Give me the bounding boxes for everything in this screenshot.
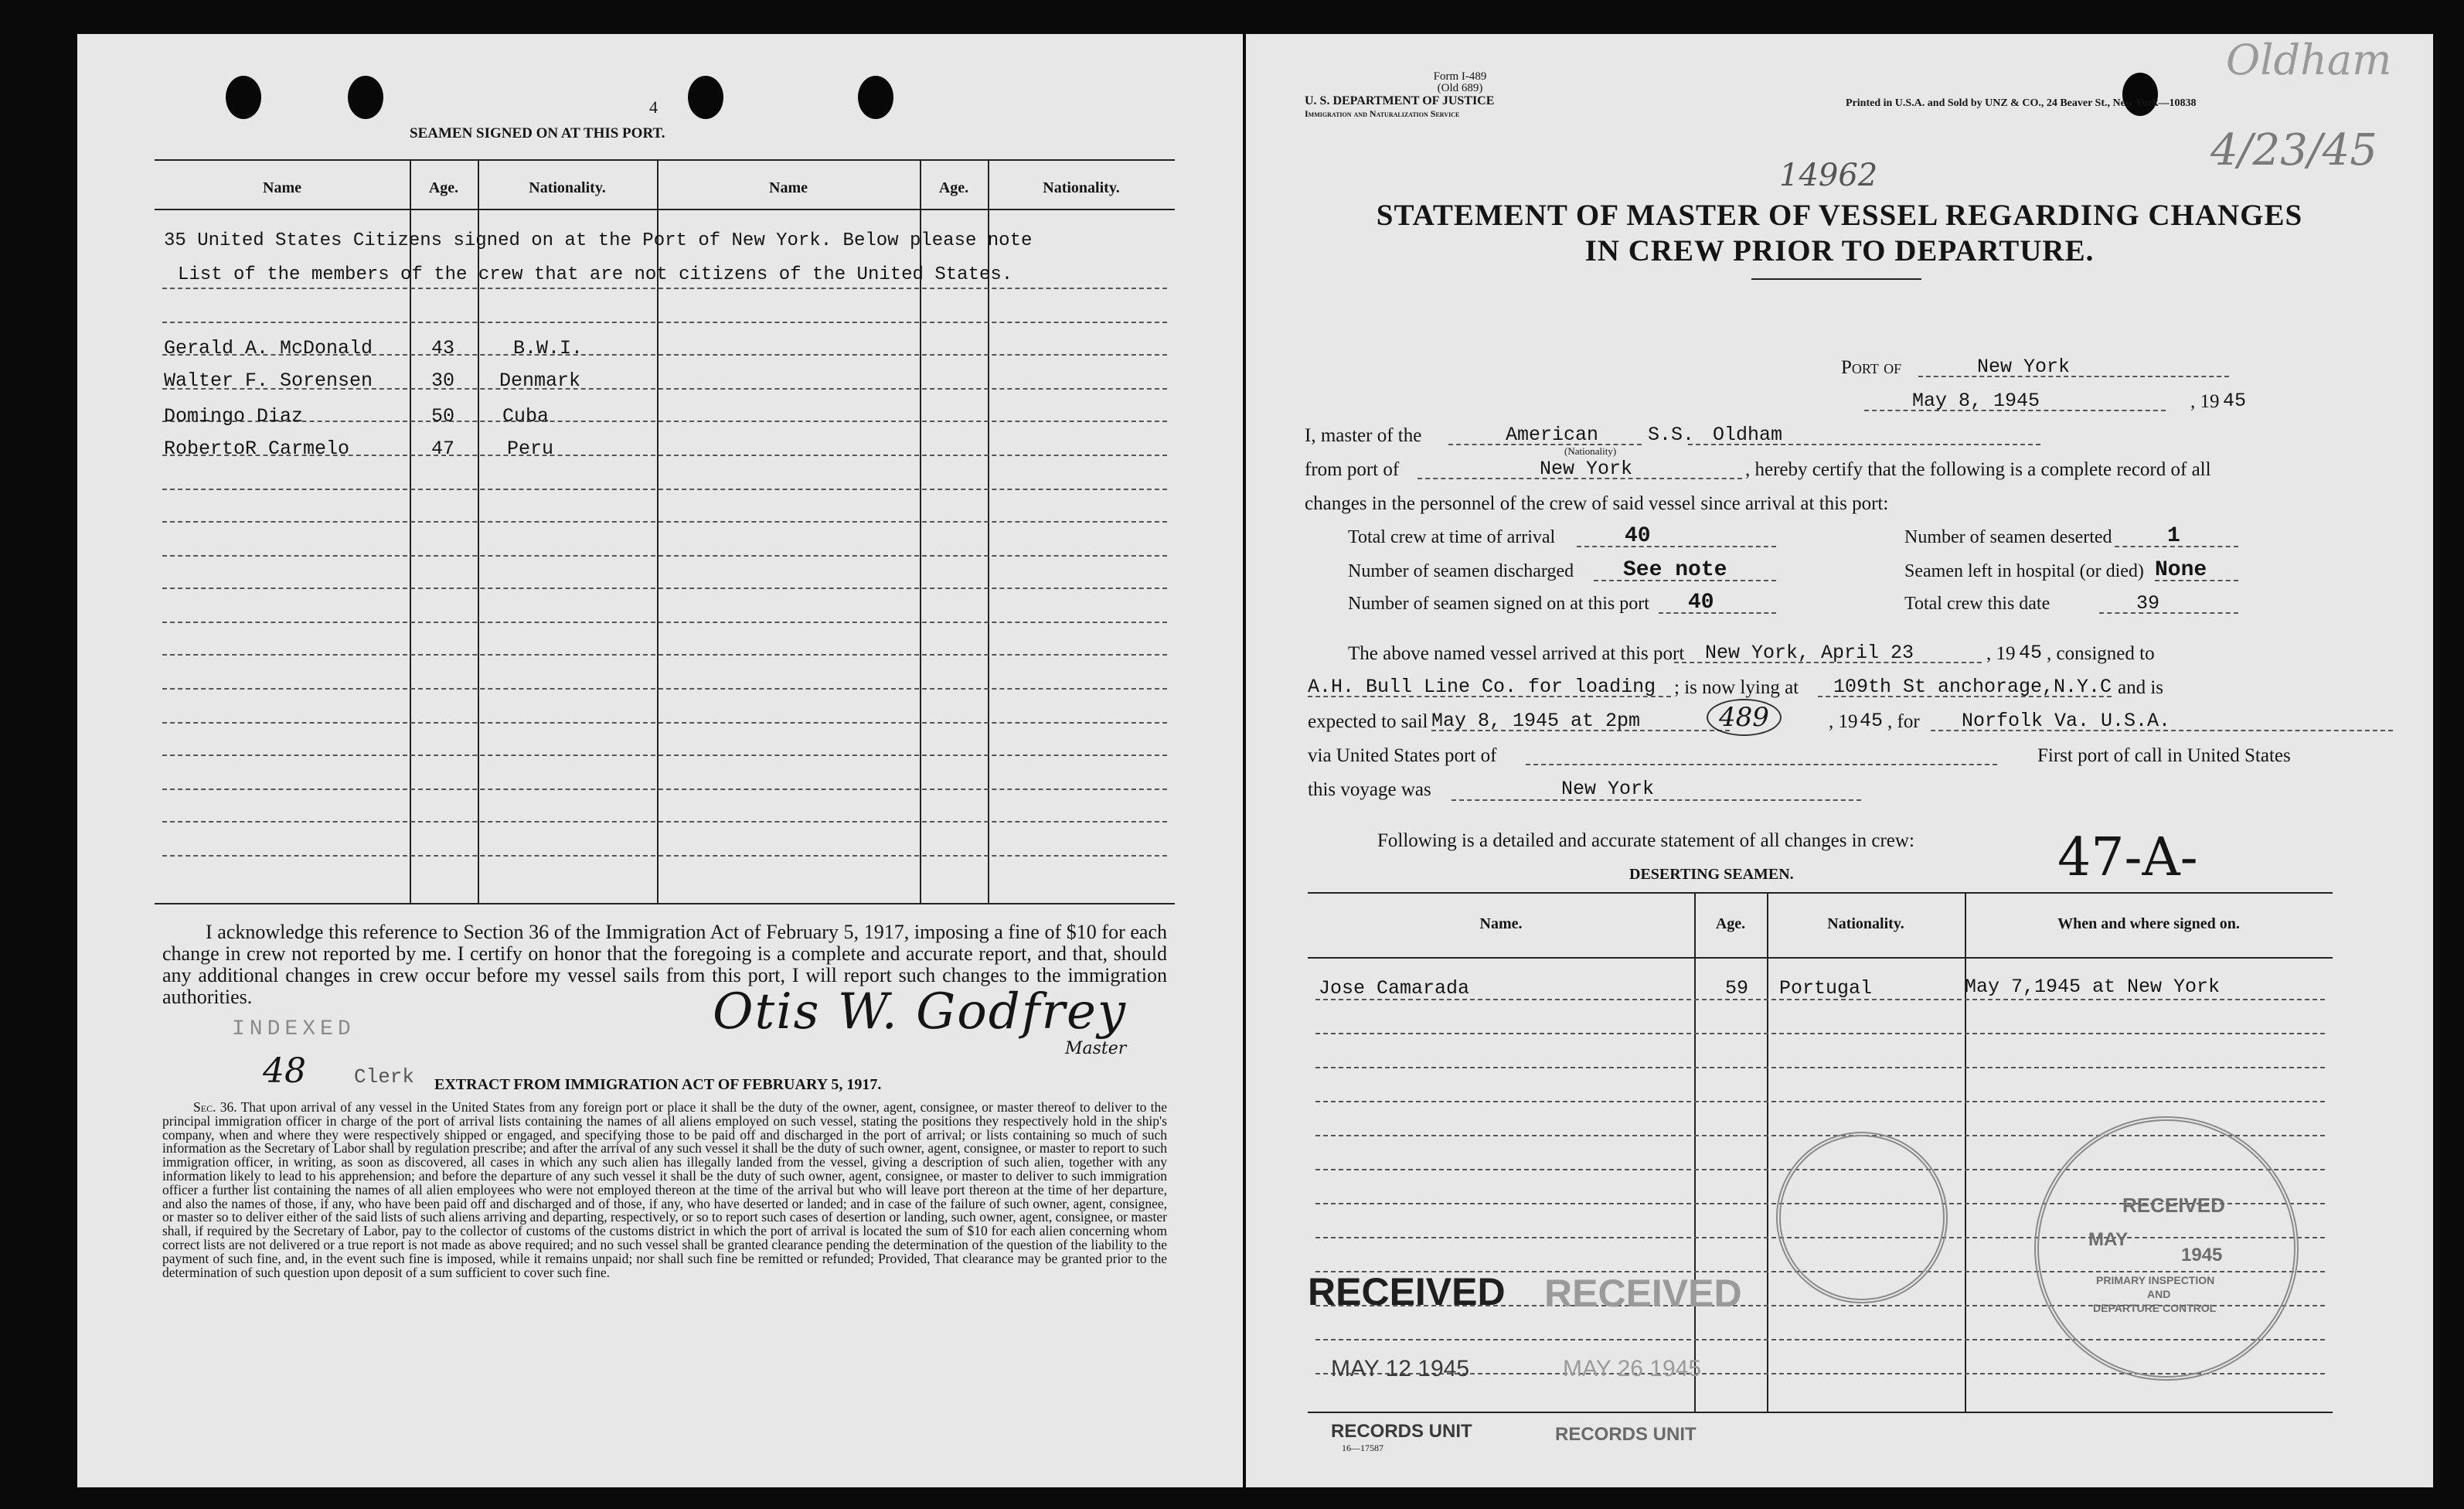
punch-hole xyxy=(858,76,893,119)
certify-text: , hereby certify that the following is a complete record of all xyxy=(1745,459,2211,480)
punch-hole xyxy=(348,76,383,119)
column-header: Name. xyxy=(1479,915,1523,932)
handwritten-date: 4/23/45 xyxy=(2210,125,2377,175)
column-header: Name xyxy=(263,179,301,196)
extract-title: EXTRACT FROM IMMIGRATION ACT OF FEBRUARY 5, 1917. xyxy=(434,1076,882,1093)
deserter-name: Jose Camarada xyxy=(1319,977,1470,1000)
date-value: May 8, 1945 xyxy=(1912,390,2040,412)
year-label: , 19 xyxy=(2190,391,2220,412)
circle-stamp-line: AND xyxy=(2147,1288,2171,1300)
clerk-number: 48 xyxy=(263,1051,306,1091)
section-36-text xyxy=(162,1101,1167,1279)
expected-year-value: 45 xyxy=(1860,710,1884,732)
column-header: Name xyxy=(769,179,808,196)
acknowledgement-text: I acknowledge this reference to Section 36 of the Immigration Act of February 5, 1917, imposing a fine of $10 for each change in crew not reported by me. I certify on honor that the foregoing is a complete and accurate report, and that, should any additional changes in crew occur before my vessel sails from this port, I will report such changes to the immigration authorities. xyxy=(162,921,1167,1008)
deserted-label: Number of seamen deserted xyxy=(1904,527,2112,547)
received-date: MAY 26 1945 xyxy=(1563,1356,1702,1381)
indexed-stamp: INDEXED xyxy=(232,1017,356,1041)
seaman-nationality: Cuba xyxy=(502,405,550,427)
voyage-label: this voyage was xyxy=(1308,779,1431,800)
total-arrival-label: Total crew at time of arrival xyxy=(1348,527,1556,547)
received-stamp: RECEIVED xyxy=(1544,1272,1742,1315)
arrived-year-value: 45 xyxy=(2019,642,2043,664)
changes-text: changes in the personnel of the crew of said vessel since arrival at this port: xyxy=(1305,493,1889,514)
section-title: SEAMEN SIGNED ON AT THIS PORT. xyxy=(410,125,665,141)
right-page xyxy=(1246,34,2433,1487)
left-page xyxy=(77,34,1243,1487)
circle-stamp-year: 1945 xyxy=(2181,1245,2223,1265)
circle-stamp xyxy=(2034,1116,2299,1381)
note-line: 35 United States Citizens signed on at the Port of New York. Below please note xyxy=(164,230,1033,251)
section-body: That upon arrival of any vessel in the United States from any foreign port or place it shall be the duty of the owner, agent, consignee, or master thereof to deliver to the principal immigration officer in charge of the port of arrival lists containing the names of all aliens employed on such vessel, stating the positions they respectively hold in the ship's company, when and where they were respectively shipped or engaged, and specifying those to be paid off and discharged in the port of arrival; or lists containing so much of such information as the Secretary of Labor shall by regulation prescribe; and after the arrival of any such vessel it shall be the duty of such owner, agent, consignee, or master to report to such immigration officer, in writing, as soon as discovered, all cases in which any such alien has illegally landed from the vessel, giving a description of such alien, together with any information likely to lead to his apprehension; and before the departure of any such vessel it shall be the duty of such owner, agent, consignee, or master to deliver to such immigration officer a further list containing the names of all alien employees who were not employed thereon at the time of the arrival but who will leave port thereon at the time of her departure, and also the names of those, if any, who have been paid off and discharged and of those, if any, who have deserted or landed; and in case of the failure of such owner, agent, consignee, or master so to deliver either of the said lists of such aliens arriving and departing, respectively, or so to report such cases of desertion or landing, such owner, agent, consignee, or master shall, if required by the Secretary of Labor, pay to the collector of customs of the customs district in which the port of arrival is located the sum of $10 for each alien concerning whom correct lists are not delivered or a true report is not made as above required; and no such vessel shall be granted clearance pending the determination of the question of the liability to the payment of such fine, and, in the event such fine is imposed, while it remains unpaid; nor shall such fine be remitted or refunded; Provided, That clearance may be granted prior to the determination of such question upon deposit of a sum sufficient to cover such fine. xyxy=(162,1099,1167,1280)
expected-year-label: , 19 xyxy=(1829,711,1858,732)
deserter-nationality: Portugal xyxy=(1779,977,1873,1000)
seaman-name: Gerald A. McDonald xyxy=(164,337,373,359)
first-port-label: First port of call in United States xyxy=(2037,745,2291,766)
hospital-value: None xyxy=(2155,558,2207,582)
deserter-signed-on: May 7,1945 at New York xyxy=(1965,976,2221,998)
note-line: List of the members of the crew that are not citizens of the United States. xyxy=(178,264,1013,285)
handwritten-number: 14962 xyxy=(1779,158,1878,193)
seaman-name: RobertoR Carmelo xyxy=(164,438,350,460)
document-title xyxy=(1246,198,2433,269)
from-port-label: from port of xyxy=(1305,459,1400,480)
form-header xyxy=(1379,71,1541,94)
port-label: Port of xyxy=(1841,357,1902,378)
deserting-title: DESERTING SEAMEN. xyxy=(1629,866,1794,883)
received-stamp: RECEIVED xyxy=(1308,1270,1506,1313)
seaman-age: 47 xyxy=(431,438,455,460)
circled-number: 489 xyxy=(1707,699,1782,736)
column-header: Nationality. xyxy=(1827,915,1904,932)
discharged-label: Number of seamen discharged xyxy=(1348,561,1574,581)
column-header: When and where signed on. xyxy=(2057,915,2240,932)
column-header: Nationality. xyxy=(1043,179,1120,196)
circle-stamp xyxy=(1776,1132,1948,1303)
column-header: Age. xyxy=(938,179,969,196)
arrived-label: The above named vessel arrived at this port xyxy=(1348,643,1685,664)
total-date-label: Total crew this date xyxy=(1904,594,2050,614)
master-label: Master xyxy=(1065,1039,1127,1058)
signed-on-value: 40 xyxy=(1688,591,1714,615)
form-old-number: (Old 689) xyxy=(1437,82,1483,94)
hospital-label: Seamen left in hospital (or died) xyxy=(1904,561,2144,581)
signed-on-label: Number of seamen signed on at this port xyxy=(1348,594,1649,614)
seaman-nationality: B.W.I. xyxy=(513,337,584,359)
column-header: Nationality. xyxy=(529,179,606,196)
seaman-age: 50 xyxy=(431,405,455,427)
arrived-value: New York, April 23 xyxy=(1705,642,1914,664)
consigned-label: , consigned to xyxy=(2047,643,2155,664)
via-label: via United States port of xyxy=(1308,745,1497,766)
following-text: Following is a detailed and accurate statement of all changes in crew: xyxy=(1377,830,1914,851)
seaman-name: Walter F. Sorensen xyxy=(164,370,373,392)
service: Immigration and Naturalization Service xyxy=(1305,108,1460,119)
expected-label: expected to sail xyxy=(1308,711,1428,732)
handwritten-name: Oldham xyxy=(2226,36,2392,84)
vessel-prefix: S.S. xyxy=(1648,424,1695,446)
circle-stamp-line: PRIMARY INSPECTION xyxy=(2096,1274,2215,1286)
seaman-age: 43 xyxy=(431,337,455,359)
expected-value: May 8, 1945 at 2pm xyxy=(1431,710,1641,732)
and-is-label: and is xyxy=(2118,677,2164,698)
records-unit: RECORDS UNIT xyxy=(1555,1424,1697,1445)
discharged-value: See note xyxy=(1623,558,1727,582)
circle-stamp-line: DEPARTURE CONTROL xyxy=(2093,1302,2217,1314)
for-value: Norfolk Va. U.S.A. xyxy=(1962,710,2171,732)
deserter-age: 59 xyxy=(1725,977,1749,1000)
section-label: Sec. 36. xyxy=(193,1099,237,1115)
page-number: 4 xyxy=(649,97,658,117)
form-number: Form I-489 xyxy=(1433,70,1487,83)
seaman-name: Domingo Diaz xyxy=(164,405,304,427)
received-date: MAY 12 1945 xyxy=(1331,1356,1470,1381)
column-header: Age. xyxy=(428,179,459,196)
nationality-value: American xyxy=(1506,424,1599,446)
port-value: New York xyxy=(1977,356,2071,378)
vessel-name: Oldham xyxy=(1713,424,1783,446)
punch-hole xyxy=(226,76,261,119)
column-header: Age. xyxy=(1715,915,1746,932)
consignee-value: A.H. Bull Line Co. for loading xyxy=(1308,676,1656,698)
punch-hole xyxy=(688,76,723,119)
title-line: STATEMENT OF MASTER OF VESSEL REGARDING CHANGES xyxy=(1376,199,2303,232)
deserted-value: 1 xyxy=(2167,524,2180,548)
seaman-age: 30 xyxy=(431,370,455,392)
lying-label: ; is now lying at xyxy=(1674,677,1799,698)
arrived-year-label: , 19 xyxy=(1986,643,2016,664)
clerk-label: Clerk xyxy=(354,1065,415,1088)
master-signature: Otis W. Godfrey xyxy=(713,983,1128,1041)
circle-stamp-month: MAY xyxy=(2088,1229,2129,1250)
nationality-caption: (Nationality) xyxy=(1564,445,1617,457)
total-date-value: 39 xyxy=(2136,592,2160,615)
printer-line: Printed in U.S.A. and Sold by UNZ & CO., 24 Beaver St., New York—10838 xyxy=(1846,97,2197,109)
department: U. S. DEPARTMENT OF JUSTICE xyxy=(1305,94,1495,107)
year-value: 45 xyxy=(2223,390,2247,412)
from-port-value: New York xyxy=(1540,458,1633,480)
handwritten-code: 47-A- xyxy=(2057,827,2198,888)
seaman-nationality: Peru xyxy=(507,438,554,460)
for-label: , for xyxy=(1887,711,1920,732)
seaman-nationality: Denmark xyxy=(499,370,581,392)
title-line: IN CREW PRIOR TO DEPARTURE. xyxy=(1584,234,2095,267)
lying-value: 109th St anchorage,N.Y.C xyxy=(1833,676,2112,698)
circle-stamp-received: RECEIVED xyxy=(2122,1194,2225,1217)
records-unit: RECORDS UNIT xyxy=(1331,1421,1472,1442)
form-code: 16—17587 xyxy=(1342,1443,1383,1453)
master-of-label: I, master of the xyxy=(1305,425,1422,446)
voyage-value: New York xyxy=(1561,778,1655,800)
total-arrival-value: 40 xyxy=(1625,524,1651,548)
